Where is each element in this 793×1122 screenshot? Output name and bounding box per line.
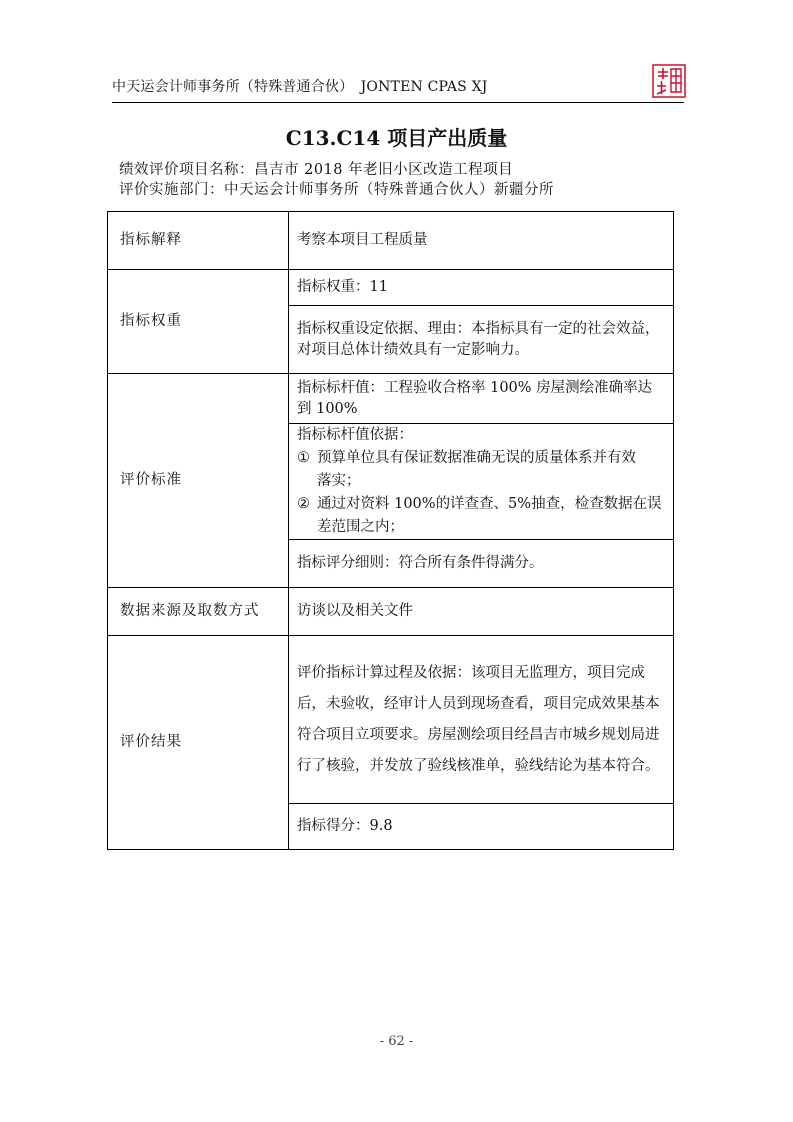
standard-label: 评价标准 bbox=[108, 374, 289, 588]
score-value: 指标得分：9.8 bbox=[289, 804, 674, 850]
scoring-detail: 指标评分细则：符合所有条件得满分。 bbox=[289, 540, 674, 588]
header-text: 中天运会计师事务所（特殊普通合伙） JONTEN CPAS XJ bbox=[112, 79, 488, 95]
weight-label: 指标权重 bbox=[108, 270, 289, 374]
basis-item-2: ② 通过对资料 100%的详查查、5%抽查，检查数据在误 bbox=[297, 496, 662, 512]
benchmark-basis-title: 指标标杆值依据： bbox=[297, 427, 413, 443]
weight-basis: 指标权重设定依据、理由：本指标具有一定的社会效益，对项目总体计绩效具有一定影响力。 bbox=[289, 306, 674, 374]
benchmark-value: 指标标杆值：工程验收合格率 100% 房屋测绘准确率达到 100% bbox=[289, 374, 674, 424]
result-text: 评价指标计算过程及依据：该项目无监理方，项目完成后，未验收，经审计人员到现场查看，项目完成效果基本符合项目立项要求。房屋测绘项目经昌吉市城乡规划局进行了核验，并发放了验线核准单，验线结论为基本符合。 bbox=[289, 636, 674, 804]
result-label: 评价结果 bbox=[108, 636, 289, 850]
page-header bbox=[112, 70, 684, 103]
project-name: 绩效评价项目名称：昌吉市 2018 年老旧小区改造工程项目 bbox=[119, 162, 514, 178]
explain-label: 指标解释 bbox=[108, 212, 289, 270]
basis-item-2-cont: 差范围之内； bbox=[317, 519, 404, 535]
benchmark-basis bbox=[289, 424, 674, 540]
basis-item-1-cont: 落实； bbox=[317, 473, 361, 489]
weight-value: 指标权重：11 bbox=[289, 270, 674, 306]
evaluation-department: 评价实施部门：中天运会计师事务所（特殊普通合伙人）新疆分所 bbox=[119, 182, 554, 198]
firm-logo-seal bbox=[652, 64, 686, 98]
evaluation-table bbox=[107, 211, 674, 850]
source-value: 访谈以及相关文件 bbox=[289, 588, 674, 636]
source-label: 数据来源及取数方式 bbox=[108, 588, 289, 636]
explain-value: 考察本项目工程质量 bbox=[289, 212, 674, 270]
page-title: C13.C14 项目产出质量 bbox=[285, 126, 508, 150]
basis-item-1: ① 预算单位具有保证数据准确无误的质量体系并有效 bbox=[297, 450, 636, 466]
page-number: - 62 - bbox=[379, 1034, 414, 1049]
